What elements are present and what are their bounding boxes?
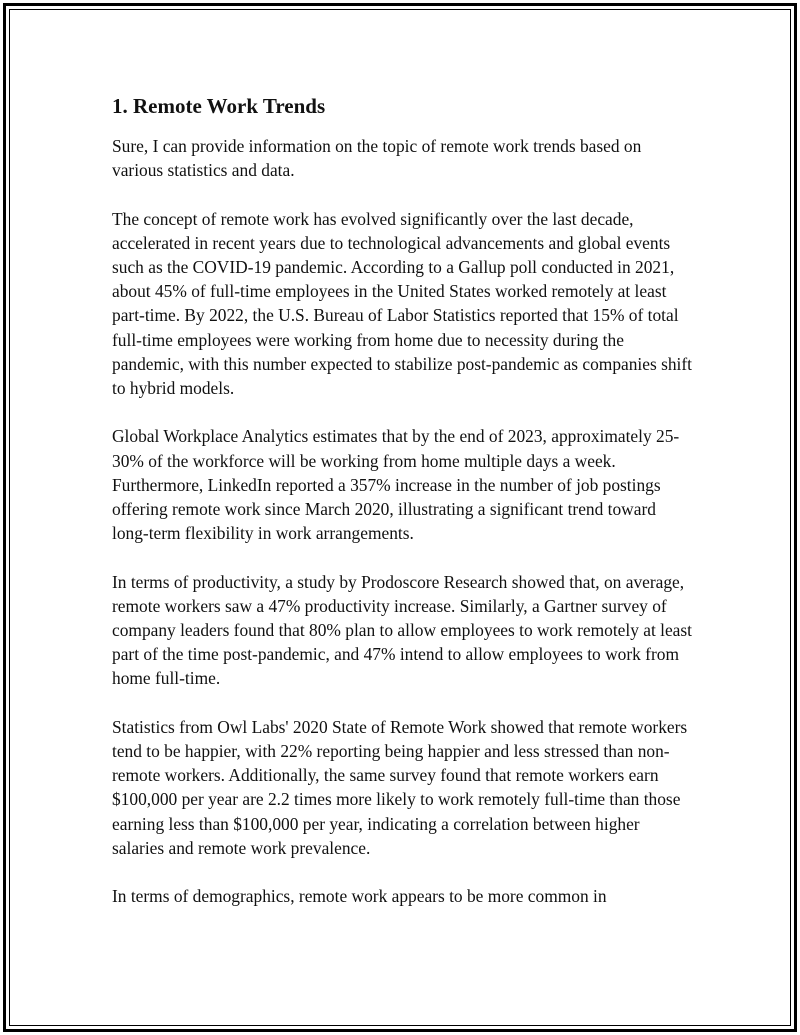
paragraph-remote-work-evolution: The concept of remote work has evolved significantly over the last decade, accelerated in recent years due to technological advancements and global events such as the COVID-19 pandemic. According to a Gallup poll conducted in 2021, about 45% of full-time employees in the United States worked remotely at least part-time. By 2022, the U.S. Bureau of Labor Statistics reported that 15% of total full-time employees were working from home due to necessity during the pandemic, with this number expected to stabilize post-pandemic as companies shift to hybrid models. bbox=[112, 208, 693, 399]
paragraph-workforce-estimates: Global Workplace Analytics estimates that by the end of 2023, approximately 25-30% of the workforce will be working from home multiple days a week. Furthermore, LinkedIn reported a 357% increase in the number of job postings offering remote work since March 2020, illustrating a significant trend toward long-term flexibility in work arrangements. bbox=[112, 426, 680, 544]
paragraph-intro: Sure, I can provide information on the topic of remote work trends based on various statistics and data. bbox=[112, 136, 642, 181]
paragraph-happiness-salary: Statistics from Owl Labs' 2020 State of Remote Work showed that remote workers tend to be happier, with 22% reporting being happier and less stressed than non-remote workers. Additionally, the same survey found that remote workers earn $100,000 per year are 2.2 times more likely to work remotely full-time than those earning less than $100,000 per year, indicating a correlation between higher salaries and remote work prevalence. bbox=[112, 716, 688, 858]
paragraph-demographics: In terms of demographics, remote work appears to be more common in bbox=[112, 886, 607, 907]
document-body bbox=[112, 92, 692, 933]
section-heading: 1. Remote Work Trends bbox=[112, 94, 326, 118]
paragraph-productivity: In terms of productivity, a study by Prodoscore Research showed that, on average, remote workers saw a 47% productivity increase. Similarly, a Gartner survey of company leaders found that 80% plan to allow employees to work remotely at least part of the time post-pandemic, and 47% intend to allow employees to work from home full-time. bbox=[112, 571, 693, 689]
